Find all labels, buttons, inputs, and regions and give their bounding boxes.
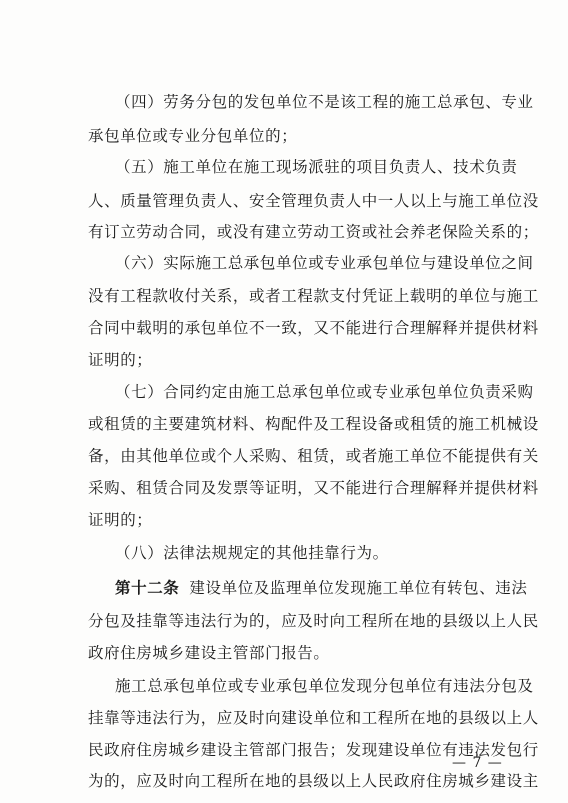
paragraph-8-line-1: （八）法律法规规定的其他挂靠行为。 <box>115 544 389 562</box>
paragraph-7-line-1: （七）合同约定由施工总承包单位或专业承包单位负责采购 <box>115 383 534 401</box>
closing-line-2: 挂靠等违法行为，应及时向建设单位和工程所在地的县级以上人 <box>88 709 539 727</box>
paragraph-5-line-1: （五）施工单位在施工现场派驻的项目负责人、技术负责 <box>115 158 518 176</box>
closing-line-3: 民政府住房城乡建设主管部门报告；发现建设单位有违法发包行 <box>88 741 539 759</box>
paragraph-5-line-3: 有订立劳动合同，或没有建立劳动工资或社会养老保险关系的； <box>88 223 539 241</box>
paragraph-7-line-2: 或租赁的主要建筑材料、构配件及工程设备或租赁的施工机械设 <box>88 415 539 433</box>
article-12-line-1 <box>115 578 528 598</box>
paragraph-7-line-5: 证明的； <box>88 511 153 529</box>
article-12-line-2: 分包及挂靠等违法行为的，应及时向工程所在地的县级以上人民 <box>88 612 539 630</box>
page-number: — 7 — <box>452 755 503 771</box>
paragraph-5-line-2: 人、质量管理负责人、安全管理负责人中一人以上与施工单位没 <box>88 192 539 210</box>
paragraph-7-line-4: 采购、租赁合同及发票等证明，又不能进行合理解释并提供材料 <box>88 479 539 497</box>
paragraph-4-line-1: （四）劳务分包的发包单位不是该工程的施工总承包、专业 <box>115 93 534 111</box>
paragraph-4-line-2: 承包单位或专业分包单位的； <box>88 127 298 145</box>
closing-line-4: 为的，应及时向工程所在地的县级以上人民政府住房城乡建设主 <box>88 772 539 790</box>
paragraph-6-line-3: 合同中载明的承包单位不一致，又不能进行合理解释并提供材料 <box>88 319 539 337</box>
article-12-heading: 第十二条 <box>115 578 180 597</box>
paragraph-6-line-2: 没有工程款收付关系，或者工程款支付凭证上载明的单位与施工 <box>88 287 539 305</box>
closing-line-1: 施工总承包单位或专业承包单位发现分包单位有违法分包及 <box>115 677 534 695</box>
paragraph-6-line-4: 证明的； <box>88 351 153 369</box>
article-12-text-1: 建设单位及监理单位发现施工单位有转包、违法 <box>189 579 528 597</box>
paragraph-6-line-1: （六）实际施工总承包单位或专业承包单位与建设单位之间 <box>115 254 534 272</box>
paragraph-7-line-3: 备，由其他单位或个人采购、租赁，或者施工单位不能提供有关 <box>88 447 539 465</box>
article-12-line-3: 政府住房城乡建设主管部门报告。 <box>88 644 330 662</box>
